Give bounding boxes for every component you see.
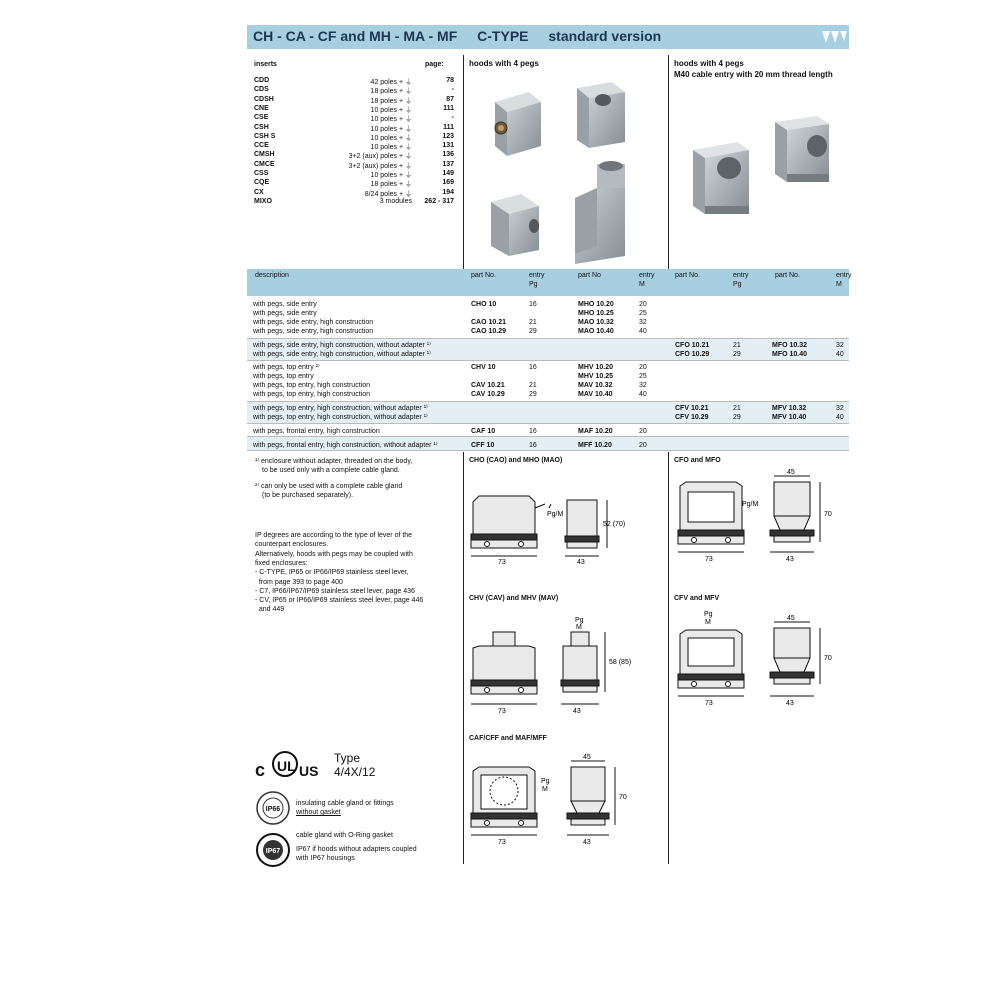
table-row [247, 427, 849, 436]
drawing-caf [467, 755, 657, 865]
drawing-cfv [672, 610, 849, 720]
cell-part-no: CAO 10.29 [471, 328, 507, 335]
ul-type-value: 4/4X/12 [334, 765, 376, 779]
cell-description: with pegs, top entry, high construction [253, 382, 370, 389]
insert-row [254, 105, 454, 114]
dim-width: 73 [705, 700, 713, 707]
dim-top: 45 [583, 754, 591, 761]
cell-description: with pegs, frontal entry, high construction [253, 428, 380, 435]
cell-entry: 21 [733, 342, 741, 349]
dim-top: 45 [787, 469, 795, 476]
cell-part-no: MFF 10.20 [578, 442, 612, 449]
divider-vertical [668, 452, 669, 864]
ip-note-line: and 449 [255, 606, 285, 614]
ip66-note-cont: without gasket [296, 809, 341, 816]
insert-page: - [451, 114, 454, 122]
insert-page: 149 [442, 170, 454, 177]
cell-part-no: MAF 10.20 [578, 428, 613, 435]
cell-entry: 16 [529, 442, 537, 449]
cell-description: with pegs, top entry, high construction [253, 391, 370, 398]
insert-page: 87 [446, 95, 454, 103]
cell-part-no: MHO 10.20 [578, 301, 614, 308]
ip67-badge-icon [256, 833, 290, 867]
insert-page: 78 [446, 77, 454, 84]
footnote-2: ²⁾ can only be used with a complete cable gland [255, 483, 403, 490]
dim-pg: Pg [541, 778, 550, 785]
insert-name: CMSH [254, 151, 275, 159]
divider-vertical [463, 55, 464, 283]
dim-pg: Pg/M [547, 511, 564, 518]
cell-description: with pegs, side entry, high construction, without adapter ¹⁾ [253, 342, 431, 349]
insert-name: CSS [254, 170, 269, 177]
insert-row [254, 179, 454, 188]
cell-entry: 16 [529, 301, 537, 308]
table-row [247, 363, 849, 372]
cell-entry: 40 [836, 414, 844, 421]
group-divider [247, 450, 849, 451]
insert-poles: 8/24 poles + ⏚ [364, 190, 412, 198]
table-row [247, 300, 849, 309]
table-row [247, 341, 849, 350]
cell-part-no: CFV 10.29 [675, 414, 709, 421]
insert-page: 262 - 317 [424, 197, 454, 205]
ip66-note: insulating cable gland or fittings [296, 800, 394, 807]
dim-m: M [542, 786, 548, 793]
insert-page: 137 [442, 160, 454, 168]
cell-entry: 29 [529, 391, 537, 398]
cell-entry: 20 [639, 301, 647, 308]
ip-note-line: from page 393 to page 400 [255, 578, 343, 586]
cell-entry: 21 [529, 319, 537, 326]
insert-row [254, 114, 454, 123]
table-row [247, 372, 849, 381]
insert-poles: 10 poles + ⏚ [370, 116, 412, 124]
photos-right-subtitle: M40 cable entry with 20 mm thread length [674, 70, 833, 79]
insert-name: CCE [254, 142, 269, 150]
insert-row [254, 198, 454, 207]
drawing-title-cfv: CFV and MFV [674, 595, 720, 602]
ip-note-line: - CV, IP65 or IP66/IP69 stainless steel lever, page 446 [255, 597, 424, 605]
col-header-entry: entry [836, 272, 852, 279]
dim-height: 58 (85) [609, 659, 632, 666]
cell-part-no: CHO 10 [471, 301, 497, 308]
footnote-2-cont: (to be purchased separately). [262, 492, 354, 499]
divider-vertical [668, 55, 669, 283]
photos-right-title: hoods with 4 pegs [674, 59, 744, 68]
ip67-note: cable gland with O-Ring gasket [296, 832, 393, 839]
insert-name: CSH [254, 123, 269, 131]
hood-photos-middle [477, 78, 657, 268]
drawing-title-cfo: CFO and MFO [674, 457, 721, 464]
hood-photo-icon [693, 142, 749, 214]
table-header [247, 269, 849, 296]
group-divider [247, 423, 849, 424]
insert-row [254, 96, 454, 105]
hood-photo-icon [495, 92, 541, 156]
footnote-1: ¹⁾ enclosure without adapter, threaded on the body, [255, 458, 413, 465]
cell-description: with pegs, top entry, high construction, without adapter ¹⁾ [253, 414, 428, 421]
title-type: C-TYPE [477, 28, 529, 44]
cell-entry: 32 [639, 382, 647, 389]
ip67-note-line2: IP67 if hoods without adapters coupled [296, 846, 417, 853]
cell-entry: 20 [639, 428, 647, 435]
insert-poles: 10 poles + ⏚ [370, 134, 412, 142]
insert-row [254, 170, 454, 179]
cell-part-no: CFF 10 [471, 442, 495, 449]
cell-entry: 40 [639, 391, 647, 398]
ip-note-line: fixed enclosures: [255, 559, 308, 567]
cell-part-no: MAV 10.40 [578, 391, 613, 398]
dim-pg: Pg [704, 611, 713, 618]
title-bar [247, 25, 849, 49]
table-row [247, 350, 849, 359]
insert-row [254, 142, 454, 151]
insert-name: CDD [254, 77, 270, 84]
insert-poles: 10 poles + ⏚ [370, 172, 412, 179]
cell-part-no: MFV 10.32 [772, 405, 807, 412]
divider-vertical [463, 452, 464, 864]
insert-poles: 10 poles + ⏚ [370, 144, 412, 152]
cell-description: with pegs, top entry [253, 373, 314, 380]
col-header-unit: Pg [733, 281, 742, 288]
dim-width: 73 [498, 708, 506, 715]
ul-c-label: c [255, 760, 266, 780]
cell-description: with pegs, side entry [253, 301, 317, 308]
photos-middle-title: hoods with 4 pegs [469, 59, 539, 68]
insert-page: 194 [442, 188, 454, 196]
cell-part-no: MAO 10.40 [578, 328, 614, 335]
cell-entry: 20 [639, 364, 647, 371]
cell-part-no: MHV 10.25 [578, 373, 614, 380]
ip-note-line: IP degrees are according to the type of lever of the [255, 532, 413, 539]
insert-page: 131 [442, 142, 454, 150]
cell-part-no: CFO 10.21 [675, 342, 710, 349]
insert-poles: 3+2 (aux) poles + ⏚ [348, 162, 412, 170]
cell-part-no: MFV 10.40 [772, 414, 807, 421]
insert-name: CMCE [254, 160, 275, 168]
cell-entry: 29 [733, 351, 741, 358]
insert-page: 111 [443, 104, 454, 112]
ul-type-label: Type [334, 751, 361, 765]
insert-row [254, 189, 454, 198]
catalog-page [247, 20, 852, 880]
dim-m: M [576, 624, 582, 631]
insert-page: 123 [442, 132, 454, 140]
cell-description: with pegs, side entry [253, 310, 317, 317]
col-header-unit: Pg [529, 281, 538, 288]
insert-poles: 3+2 (aux) poles + ⏚ [348, 153, 412, 161]
ip-note-line: counterpart enclosures. [255, 541, 329, 549]
cell-part-no: MAO 10.32 [578, 319, 614, 326]
cell-description: with pegs, top entry ²⁾ [253, 364, 320, 371]
table-row [247, 381, 849, 390]
cell-entry: 21 [733, 405, 741, 412]
group-divider [247, 360, 849, 361]
ip-note-line: Alternatively, hoods with pegs may be coupled with [255, 550, 413, 558]
page-title [253, 28, 661, 44]
cell-entry: 40 [836, 351, 844, 358]
insert-page: 169 [442, 179, 454, 187]
cell-entry: 40 [639, 328, 647, 335]
insert-name: CNE [254, 104, 269, 112]
drawing-title-chv: CHV (CAV) and MHV (MAV) [469, 595, 559, 602]
hood-photos-right [687, 110, 847, 250]
hood-photo-icon [577, 82, 625, 148]
cell-description: with pegs, side entry, high construction [253, 328, 374, 335]
ip66-badge-icon [256, 791, 290, 825]
ul-us-label: US [299, 763, 319, 779]
svg-text:UL: UL [277, 758, 296, 774]
insert-name: CQE [254, 179, 270, 187]
insert-name: CSH S [254, 132, 276, 140]
insert-row [254, 151, 454, 160]
dim-depth: 43 [583, 839, 591, 846]
cell-part-no: CHV 10 [471, 364, 496, 371]
cell-part-no: CAO 10.21 [471, 319, 507, 326]
cell-part-no: MHO 10.25 [578, 310, 614, 317]
cell-part-no: MHV 10.20 [578, 364, 614, 371]
dim-depth: 43 [786, 556, 794, 563]
col-header-entry: entry [639, 272, 655, 279]
cell-part-no: MAV 10.32 [578, 382, 613, 389]
cell-entry: 32 [836, 342, 844, 349]
brand-logo-icon [820, 27, 848, 47]
cell-entry: 29 [529, 328, 537, 335]
insert-row [254, 133, 454, 142]
dim-height: 52 (70) [603, 521, 626, 528]
cell-entry: 29 [733, 414, 741, 421]
col-header-unit: M [639, 281, 645, 288]
cell-entry: 25 [639, 373, 647, 380]
dim-depth: 43 [577, 559, 585, 566]
table-row [247, 413, 849, 422]
insert-page: - [451, 86, 454, 94]
cell-entry: 16 [529, 364, 537, 371]
table-row [247, 309, 849, 318]
group-divider [247, 338, 849, 339]
ul-listed-icon [255, 750, 325, 782]
dim-height: 70 [619, 794, 627, 801]
dim-depth: 43 [573, 708, 581, 715]
dim-width: 73 [705, 556, 713, 563]
ip-note-line: - C7, IP66/IP67/IP69 stainless steel lever, page 436 [255, 587, 415, 595]
drawing-cfo [672, 470, 849, 580]
title-main: CH - CA - CF and MH - MA - MF [253, 28, 458, 44]
drawing-title-cho: CHO (CAO) and MHO (MAO) [469, 457, 563, 464]
insert-name: MIXO [254, 197, 272, 205]
ip67-badge-text: IP67 [265, 848, 281, 855]
insert-poles: 18 poles + ⏚ [370, 181, 412, 189]
cell-part-no: CFV 10.21 [675, 405, 709, 412]
insert-poles: 10 poles + ⏚ [370, 106, 412, 114]
hood-photo-icon [575, 161, 625, 264]
footnote-1-cont: to be used only with a complete cable gland. [262, 467, 400, 474]
cell-part-no: MFO 10.40 [772, 351, 808, 358]
table-row [247, 441, 849, 450]
cell-description: with pegs, top entry, high construction, without adapter ¹⁾ [253, 405, 428, 412]
col-header-entry: entry [529, 272, 545, 279]
insert-poles: 18 poles + ⏚ [370, 88, 412, 96]
title-version: standard version [548, 28, 662, 44]
ip67-note-line3: with IP67 housings [296, 855, 355, 862]
group-divider [247, 401, 849, 402]
insert-name: CSE [254, 114, 269, 122]
table-row [247, 318, 849, 327]
dim-m: M [705, 619, 711, 626]
insert-page: 136 [442, 151, 454, 159]
col-header-part-no: part No [578, 272, 601, 279]
cell-description: with pegs, side entry, high construction [253, 319, 374, 326]
insert-poles: 3 modules [379, 197, 412, 205]
table-row [247, 390, 849, 399]
cell-entry: 32 [639, 319, 647, 326]
dim-height: 70 [824, 511, 832, 518]
dim-height: 70 [824, 655, 832, 662]
dim-top: 45 [787, 615, 795, 622]
insert-name: CX [254, 188, 264, 196]
cell-part-no: CFO 10.29 [675, 351, 710, 358]
col-header-description: description [255, 272, 289, 279]
col-header-part-no: part No. [471, 272, 496, 279]
ip-note-line: - C-TYPE, IP65 or IP66/IP69 stainless steel lever, [255, 569, 409, 577]
insert-poles: 18 poles + ⏚ [370, 97, 412, 105]
table-row [247, 327, 849, 336]
col-header-part-no: part No. [775, 272, 800, 279]
inserts-label: inserts [254, 61, 277, 68]
cell-entry: 20 [639, 442, 647, 449]
insert-row [254, 77, 454, 86]
cell-description: with pegs, side entry, high construction, without adapter ¹⁾ [253, 351, 431, 358]
ip66-badge-text: IP66 [265, 806, 281, 813]
dim-pg: Pg/M [742, 501, 759, 508]
inserts-page-label: page: [425, 61, 444, 68]
group-divider [247, 436, 849, 437]
hood-photo-icon [775, 116, 829, 182]
insert-poles: 10 poles + ⏚ [370, 125, 412, 133]
cell-part-no: MFO 10.32 [772, 342, 808, 349]
cell-entry: 25 [639, 310, 647, 317]
insert-page: 111 [443, 123, 454, 131]
dim-pg: Pg [575, 617, 584, 624]
drawing-chv [467, 618, 657, 728]
cell-part-no: CAV 10.21 [471, 382, 505, 389]
cell-entry: 21 [529, 382, 537, 389]
dim-width: 73 [498, 559, 506, 566]
insert-name: CDSH [254, 95, 274, 103]
cell-part-no: CAF 10 [471, 428, 496, 435]
cell-part-no: CAV 10.29 [471, 391, 505, 398]
col-header-unit: M [836, 281, 842, 288]
insert-name: CDS [254, 86, 269, 94]
drawing-title-caf: CAF/CFF and MAF/MFF [469, 735, 547, 742]
cell-entry: 32 [836, 405, 844, 412]
dim-width: 73 [498, 839, 506, 846]
insert-row [254, 86, 454, 95]
col-header-entry: entry [733, 272, 749, 279]
insert-poles: 42 poles + ⏚ [370, 79, 412, 86]
insert-row [254, 161, 454, 170]
dim-depth: 43 [786, 700, 794, 707]
col-header-part-no: part No. [675, 272, 700, 279]
table-row [247, 404, 849, 413]
insert-row [254, 124, 454, 133]
cell-description: with pegs, frontal entry, high construction, without adapter ¹⁾ [253, 442, 438, 449]
hood-photo-icon [491, 194, 539, 256]
cell-entry: 16 [529, 428, 537, 435]
drawing-cho [467, 480, 657, 590]
